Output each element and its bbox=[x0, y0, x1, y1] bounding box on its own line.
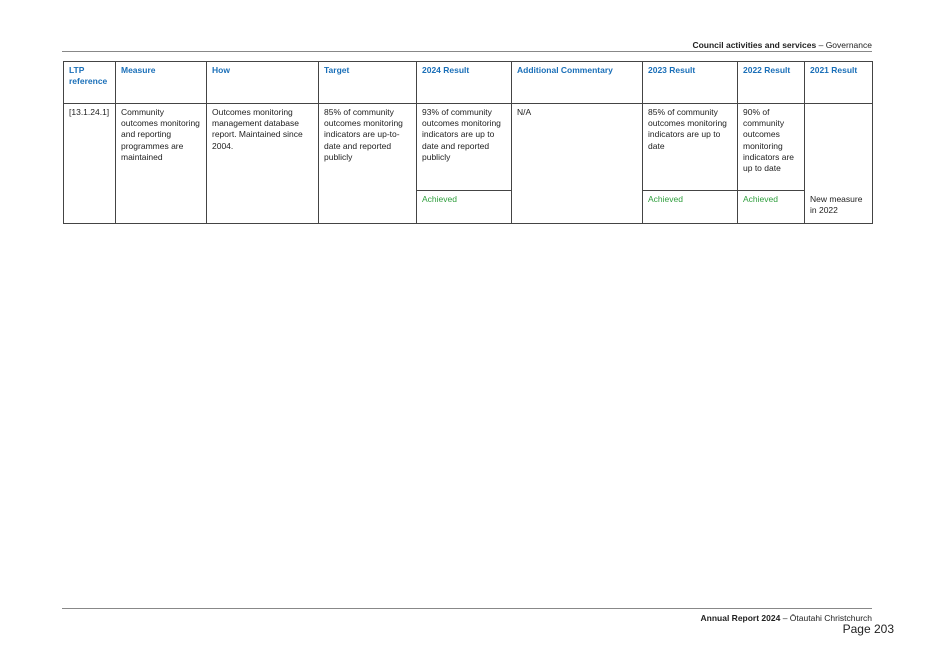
cell-ltp-reference: [13.1.24.1] bbox=[64, 104, 116, 224]
footer-rule bbox=[62, 608, 872, 609]
col-header-2024-result: 2024 Result bbox=[417, 62, 512, 104]
col-header-2022-result: 2022 Result bbox=[738, 62, 805, 104]
col-header-measure: Measure bbox=[116, 62, 207, 104]
cell-measure: Community outcomes monitoring and reporting programmes are maintained bbox=[116, 104, 207, 224]
performance-table bbox=[63, 61, 873, 224]
cell-2023-result: 85% of community outcomes monitoring indicators are up to date bbox=[643, 104, 738, 191]
page-number: Page 203 bbox=[842, 622, 894, 636]
cell-commentary: N/A bbox=[512, 104, 643, 224]
col-header-how: How bbox=[207, 62, 319, 104]
cell-2024-result: 93% of community outcomes monitoring indicators are up to date and reported publicly bbox=[417, 104, 512, 191]
page-header bbox=[692, 40, 872, 50]
col-header-additional-commentary: Additional Commentary bbox=[512, 62, 643, 104]
cell-target: 85% of community outcomes monitoring indicators are up-to-date and reported publicly bbox=[319, 104, 417, 224]
cell-2024-status: Achieved bbox=[417, 191, 512, 224]
table-row bbox=[64, 104, 873, 191]
col-header-2023-result: 2023 Result bbox=[643, 62, 738, 104]
header-separator: – bbox=[816, 40, 826, 50]
footer-title: Annual Report 2024 bbox=[700, 613, 781, 623]
cell-2022-result: 90% of community outcomes monitoring indicators are up to date bbox=[738, 104, 805, 191]
cell-2021-status: New measure in 2022 bbox=[805, 191, 873, 224]
footer-separator: – bbox=[780, 613, 790, 623]
col-header-target: Target bbox=[319, 62, 417, 104]
table-header-row bbox=[64, 62, 873, 104]
cell-2022-status: Achieved bbox=[738, 191, 805, 224]
header-subsection: Governance bbox=[825, 40, 872, 50]
footer-subtitle: Ōtautahi Christchurch bbox=[789, 613, 872, 623]
col-header-ltp-reference: LTP reference bbox=[64, 62, 116, 104]
header-rule bbox=[62, 51, 872, 52]
cell-2023-status: Achieved bbox=[643, 191, 738, 224]
col-header-2021-result: 2021 Result bbox=[805, 62, 873, 104]
cell-2021-result bbox=[805, 104, 873, 191]
header-section: Council activities and services bbox=[692, 40, 817, 50]
cell-how: Outcomes monitoring management database report. Maintained since 2004. bbox=[207, 104, 319, 224]
